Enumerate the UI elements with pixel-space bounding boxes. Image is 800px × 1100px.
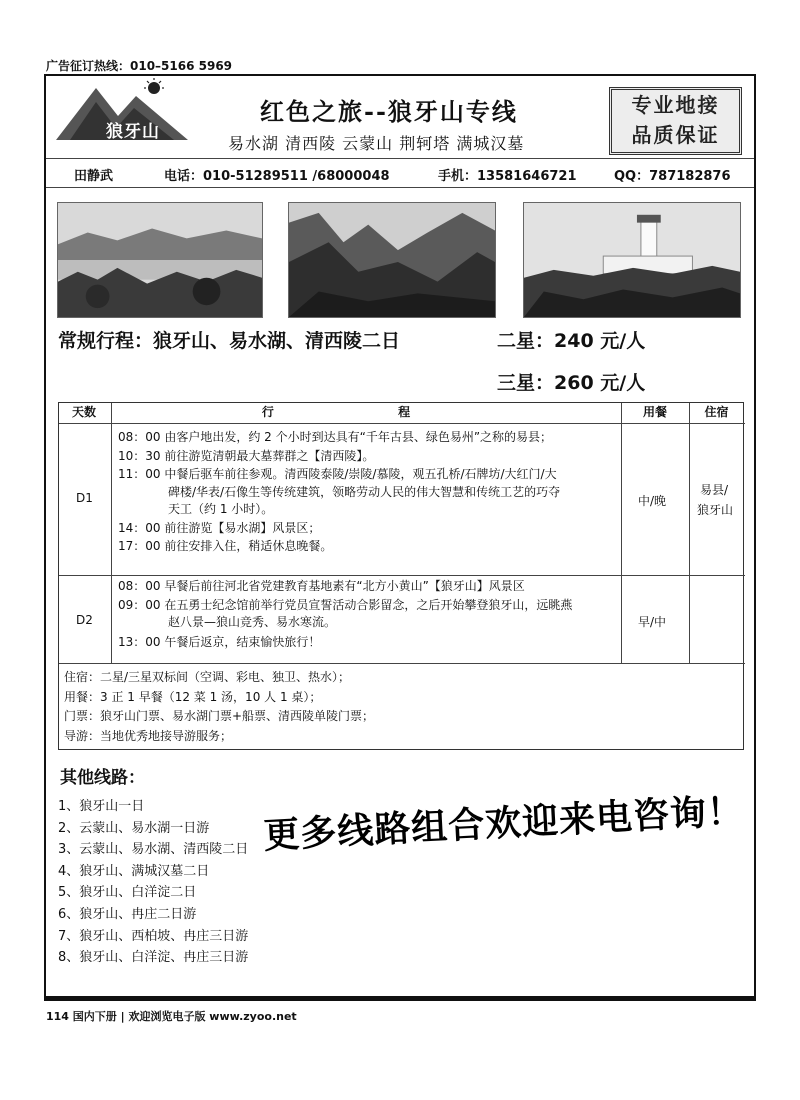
note-tickets: 门票：狼牙山门票、易水湖门票+船票、清西陵单陵门票； (64, 709, 375, 723)
header-stay: 住宿 (704, 405, 729, 419)
d2-line: 09：00 在五勇士纪念馆前举行党员宣誓活动合影留念，之后开始攀登狼牙山，远眺燕 (118, 597, 573, 612)
d1-line: 14：00 前往游览【易水湖】风景区； (118, 520, 321, 535)
d2-line: 08：00 早餐后前往河北省党建教育基地素有“北方小黄山”【狼牙山】风景区 (118, 579, 525, 593)
contact-mobile: 手机：13581646721 (438, 169, 577, 184)
other-routes-list (58, 796, 248, 969)
d2-line: 赵八景—狼山竞秀、易水寒流。 (168, 615, 337, 629)
contact-bar (46, 158, 754, 188)
list-item: 1、狼牙山一日 (58, 799, 145, 814)
contact-qq: QQ：787182876 (614, 169, 731, 184)
consult-slogan: 更多线路组合欢迎来电咨询！ (262, 790, 745, 857)
d1-line: 08：00 由客户地出发，约 2 个小时到达具有“千年古县、绿色易州”之称的易县； (118, 430, 553, 444)
note-lodging: 住宿：二星/三星双标间（空调、彩电、独卫、热水）； (64, 670, 351, 684)
d2-line: 13：00 午餐后返京，结束愉快旅行！ (118, 634, 321, 649)
d1-line: 11：00 中餐后驱车前往参观。清西陵泰陵/崇陵/慕陵，观五孔桥/石牌坊/大红门/大 (118, 467, 557, 481)
pagoda-photo (523, 202, 741, 318)
page-footer: 114 国内下册 | 欢迎浏览电子版 www.zyoo.net (46, 1010, 297, 1023)
header-meal: 用餐 (642, 405, 667, 419)
badge-line-2: 品质保证 (631, 123, 720, 147)
d1-stay-line-1: 易县/ (700, 483, 729, 497)
mountain-photo (288, 202, 496, 318)
table-rule (111, 403, 112, 663)
list-item: 5、狼牙山、白洋淀二日 (58, 885, 197, 901)
header-day: 天数 (71, 405, 96, 419)
table-rule (621, 403, 622, 663)
note-meals: 用餐：3 正 1 早餐（12 菜 1 汤，10 人 1 桌）； (64, 689, 322, 704)
list-item: 6、狼牙山、冉庄二日游 (58, 906, 197, 922)
page-subtitle: 易水湖 清西陵 云蒙山 荆轲塔 满城汉墓 (228, 134, 525, 153)
page-title: 红色之旅--狼牙山专线 (260, 97, 518, 126)
badge-line-1: 专业地接 (631, 93, 720, 117)
d1-schedule (118, 429, 618, 556)
contact-name: 田静武 (74, 169, 114, 184)
route-title: 常规行程：狼牙山、易水湖、清西陵二日 (58, 330, 401, 352)
contact-phone: 电话：010-51289511 /68000048 (164, 169, 390, 184)
list-item: 4、狼牙山、满城汉墓二日 (58, 863, 210, 879)
table-rule (689, 403, 690, 663)
d1-line: 天工（约 1 小时）。 (168, 502, 274, 516)
trip-notes (64, 668, 374, 746)
quality-badge (609, 87, 742, 155)
d1-meal: 中/晚 (638, 494, 667, 508)
day-label-d2: D2 (76, 613, 93, 627)
table-rule (59, 423, 745, 424)
logo-text: 狼牙山 (106, 122, 160, 142)
list-item: 7、狼牙山、西柏坡、冉庄三日游 (58, 928, 249, 944)
other-routes-title: 其他线路： (60, 768, 145, 788)
day-label-d1: D1 (76, 491, 93, 505)
d1-line: 17：00 前往安排入住，稍适休息晚餐。 (118, 539, 333, 553)
note-guide: 导游：当地优秀地接导游服务； (64, 728, 233, 743)
list-item: 2、云蒙山、易水湖一日游 (58, 820, 210, 836)
list-item: 8、狼牙山、白洋淀、冉庄三日游 (58, 950, 249, 966)
price-2star: 二星：240 元/人 (497, 330, 646, 352)
d2-schedule (118, 578, 618, 651)
table-rule (59, 663, 745, 664)
ad-hotline: 广告征订热线：010–5166 5969 (46, 59, 233, 73)
footer-rule (44, 998, 756, 1001)
header-itinerary: 行 程 (261, 405, 471, 419)
price-3star: 三星：260 元/人 (497, 372, 646, 394)
d1-stay-line-2: 狼牙山 (697, 503, 734, 517)
d1-line: 碑楼/华表/石像生等传统建筑，领略劳动人民的伟大智慧和传统工艺的巧夺 (168, 484, 561, 499)
list-item: 3、云蒙山、易水湖、清西陵二日 (58, 842, 249, 858)
table-rule (59, 575, 745, 576)
d2-meal: 早/中 (638, 615, 667, 629)
lake-photo (57, 202, 263, 318)
d1-line: 10：30 前往游览清朝最大墓葬群之【清西陵】。 (118, 448, 375, 463)
